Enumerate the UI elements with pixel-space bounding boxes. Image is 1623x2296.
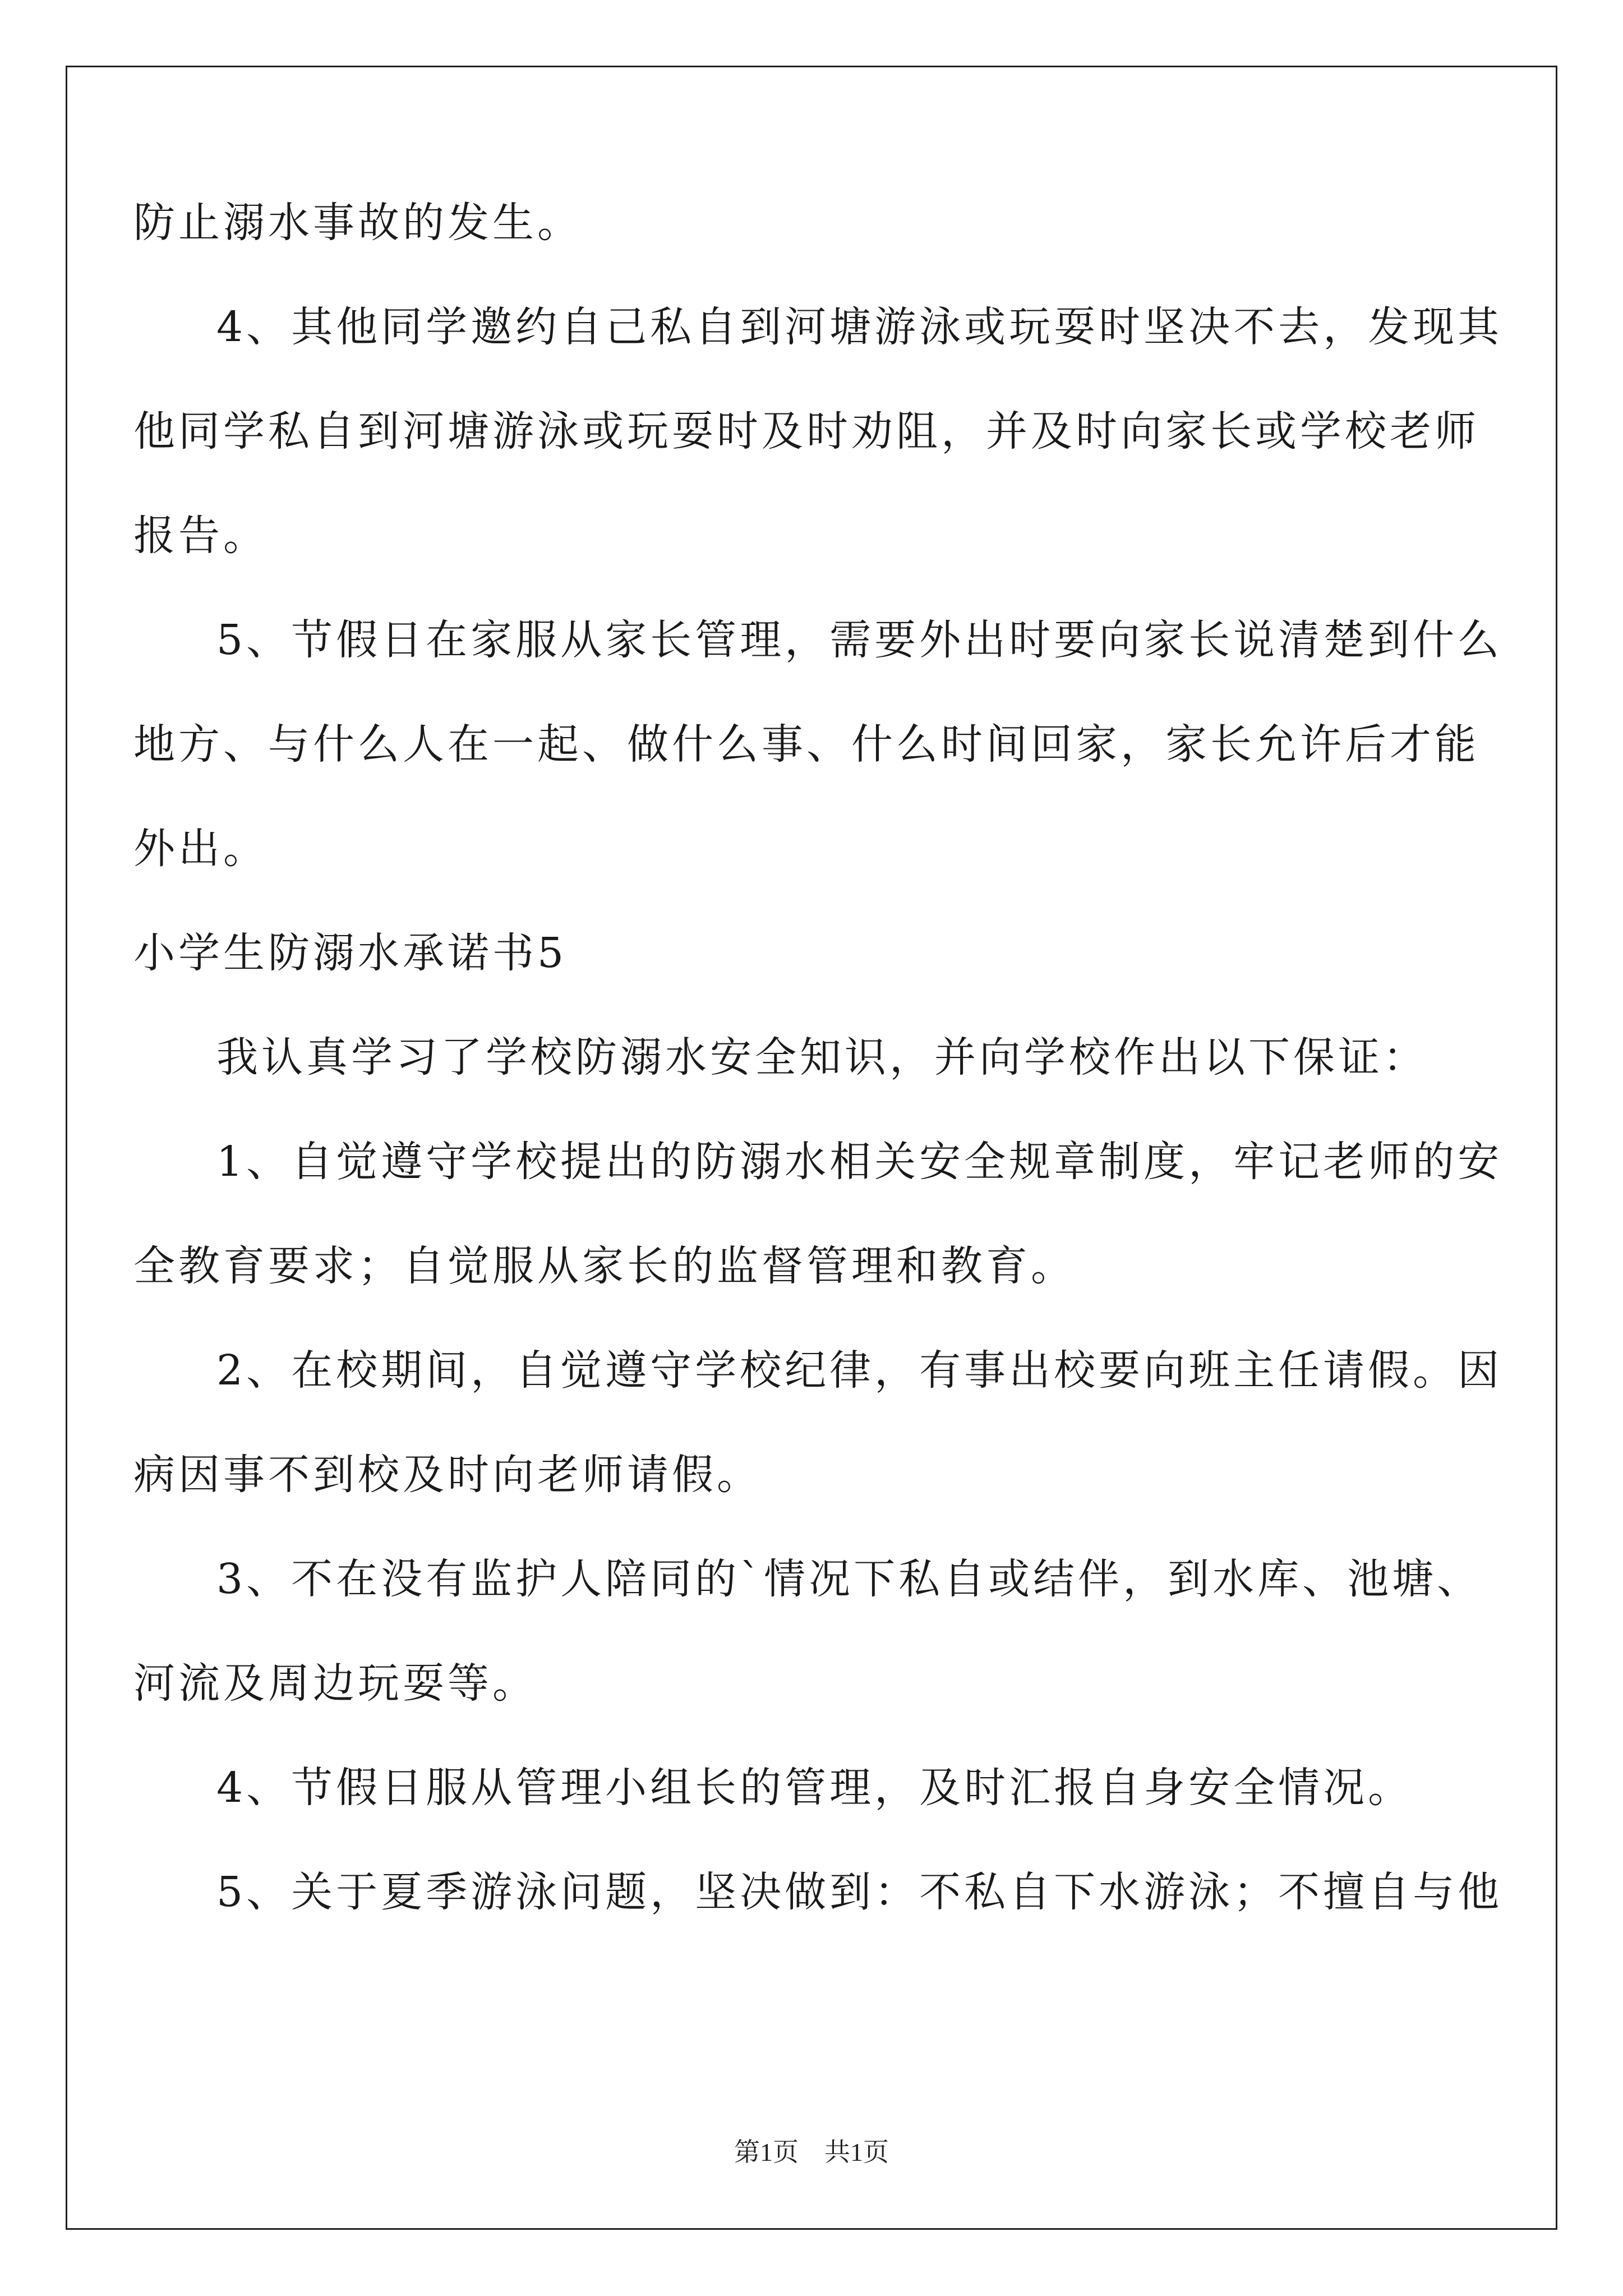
- paragraph-line: 他同学私自到河塘游泳或玩耍时及时劝阻，并及时向家长或学校老师: [133, 407, 1479, 455]
- paragraph-line: 5、节假日在家服从家长管理，需要外出时要向家长说清楚到什么: [216, 616, 1503, 664]
- paragraph-line: 5、关于夏季游泳问题，坚决做到：不私自下水游泳；不擅自与他: [216, 1868, 1503, 1916]
- paragraph-line: 4、其他同学邀约自己私自到河塘游泳或玩耍时坚决不去，发现其: [216, 303, 1503, 351]
- paragraph-line: 4、节假日服从管理小组长的管理，及时汇报自身安全情况。: [216, 1764, 1413, 1812]
- paragraph-line: 全教育要求；自觉服从家长的监督管理和教育。: [133, 1242, 1076, 1290]
- paragraph-line: 河流及周边玩耍等。: [133, 1659, 537, 1708]
- paragraph-line: 3、不在没有监护人陪同的`情况下私自或结伴，到水库、池塘、: [216, 1555, 1482, 1603]
- page-number: 第1页 共1页: [734, 2138, 889, 2166]
- paragraph-line: 2、在校期间，自觉遵守学校纪律，有事出校要向班主任请假。因: [216, 1346, 1503, 1395]
- paragraph-line: 地方、与什么人在一起、做什么事、什么时间回家，家长允许后才能: [133, 720, 1479, 769]
- paragraph-line: 我认真学习了学校防溺水安全知识，并向学校作出以下保证：: [216, 1033, 1428, 1082]
- paragraph-line: 病因事不到校及时向老师请假。: [133, 1451, 762, 1499]
- paragraph-line: 防止溺水事故的发生。: [133, 199, 582, 247]
- section-title: 小学生防溺水承诺书5: [133, 929, 568, 977]
- paragraph-line: 报告。: [133, 512, 268, 560]
- paragraph-line: 外出。: [133, 825, 268, 873]
- paragraph-line: 1、自觉遵守学校提出的防溺水相关安全规章制度，牢记老师的安: [216, 1138, 1503, 1186]
